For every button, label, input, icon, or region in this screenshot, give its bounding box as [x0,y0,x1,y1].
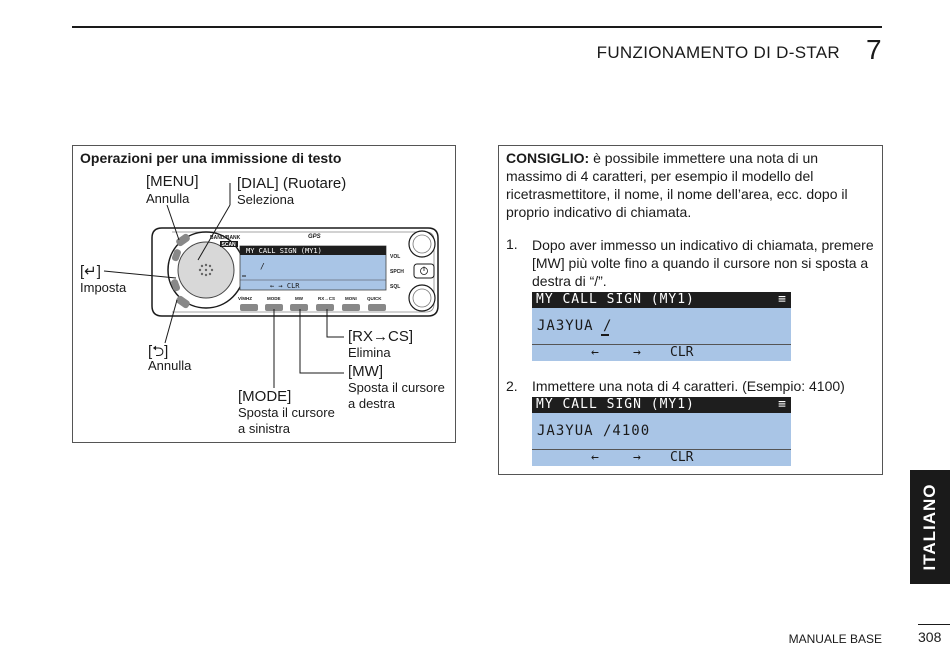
section-title: FUNZIONAMENTO DI D-STAR [596,43,840,62]
back-action-label: Annulla [148,358,192,373]
language-tab-label: ITALIANO [920,483,939,571]
step-1-lcd-value: JA3YUA / [537,318,613,334]
menu-icon: ≡ [778,292,787,307]
footer-manual-label: MANUALE BASE [788,632,882,646]
tip-text: è possibile immettere una nota di un massimo di 4 caratteri, per esempio il modello del ricetrasmettitore, il nome, il nome dell’area, ecc. dopo il proprio indicativo di chiamata. [506,150,848,220]
language-tab [910,470,950,584]
quick-button-label: QUICK [367,296,382,301]
tip-paragraph [506,149,872,221]
radio-lcd-value: / [260,262,265,271]
vmhz-label: V/MHZ [238,296,252,301]
gps-label: GPS [308,234,321,240]
mode-key-label: [MODE] [238,388,292,405]
cursor-indicator [601,334,609,336]
dial-action-label: Seleziona [237,192,295,207]
band-bank-label: BAND/BANK [210,235,241,241]
step-2-lcd-title: MY CALL SIGN (MY1) [536,397,695,412]
menu-key-label: [MENU] [146,173,199,190]
enter-key-label: [↵] [80,263,101,280]
sql-label: SQL [390,284,401,290]
mode-action-line1: Sposta il cursore [238,405,335,420]
step-1-right-arrow: → [633,345,641,360]
footer-rule [918,624,950,625]
mw-key-label: [MW] [348,363,383,380]
mw-action-line2: a destra [348,396,395,411]
moni-button-label: MONI [345,296,357,301]
step-2-text: Immettere una nota di 4 caratteri. (Esempio: 4100) [532,378,845,394]
tip-label: CONSIGLIO: [506,150,590,166]
step-2-clr: CLR [670,450,694,465]
back-key-label: [⮌] [148,343,169,360]
step-1-text: Dopo aver immesso un indicativo di chiamata, premere [MW] più volte fino a quando il cursore non si sposta a destra di “/”. [532,237,874,289]
menu-action-label: Annulla [146,191,190,206]
dial-key-label: [DIAL] (Ruotare) [237,175,347,192]
step-2-lcd-value: JA3YUA /4100 [537,423,651,439]
mw-action-line1: Sposta il cursore [348,380,445,395]
step-1-number: 1. [506,236,518,252]
rxcs-key-label: [RX→CS] [348,328,414,345]
step-2-left-arrow: ← [591,450,599,465]
step-2-lcd [532,397,791,466]
spch-label: SPCH [390,269,404,275]
step-2-number: 2. [506,378,518,394]
step-1-lcd [532,292,791,361]
menu-icon: ≡ [778,397,787,412]
step-2-right-arrow: → [633,450,641,465]
step-1-left-arrow: ← [591,345,599,360]
mode-action-line2: a sinistra [238,421,291,436]
radio-lcd-title: MY CALL SIGN (MY1) [246,247,322,255]
enter-action-label: Imposta [80,280,127,295]
chapter-number: 7 [866,34,882,65]
step-1-clr: CLR [670,345,694,360]
radio-lcd-foot: ← → CLR [270,282,300,290]
page-number: 308 [918,629,942,645]
vol-label: VOL [390,254,401,260]
rxcs-button-label: RX→CS [318,296,336,301]
scan-label: SCAN [221,242,236,248]
text-entry-title: Operazioni per una immissione di testo [80,150,342,166]
mw-button-label: MW [295,296,303,301]
step-1-lcd-title: MY CALL SIGN (MY1) [536,292,695,307]
rxcs-action-label: Elimina [348,345,391,360]
mode-button-label: MODE [267,296,281,301]
